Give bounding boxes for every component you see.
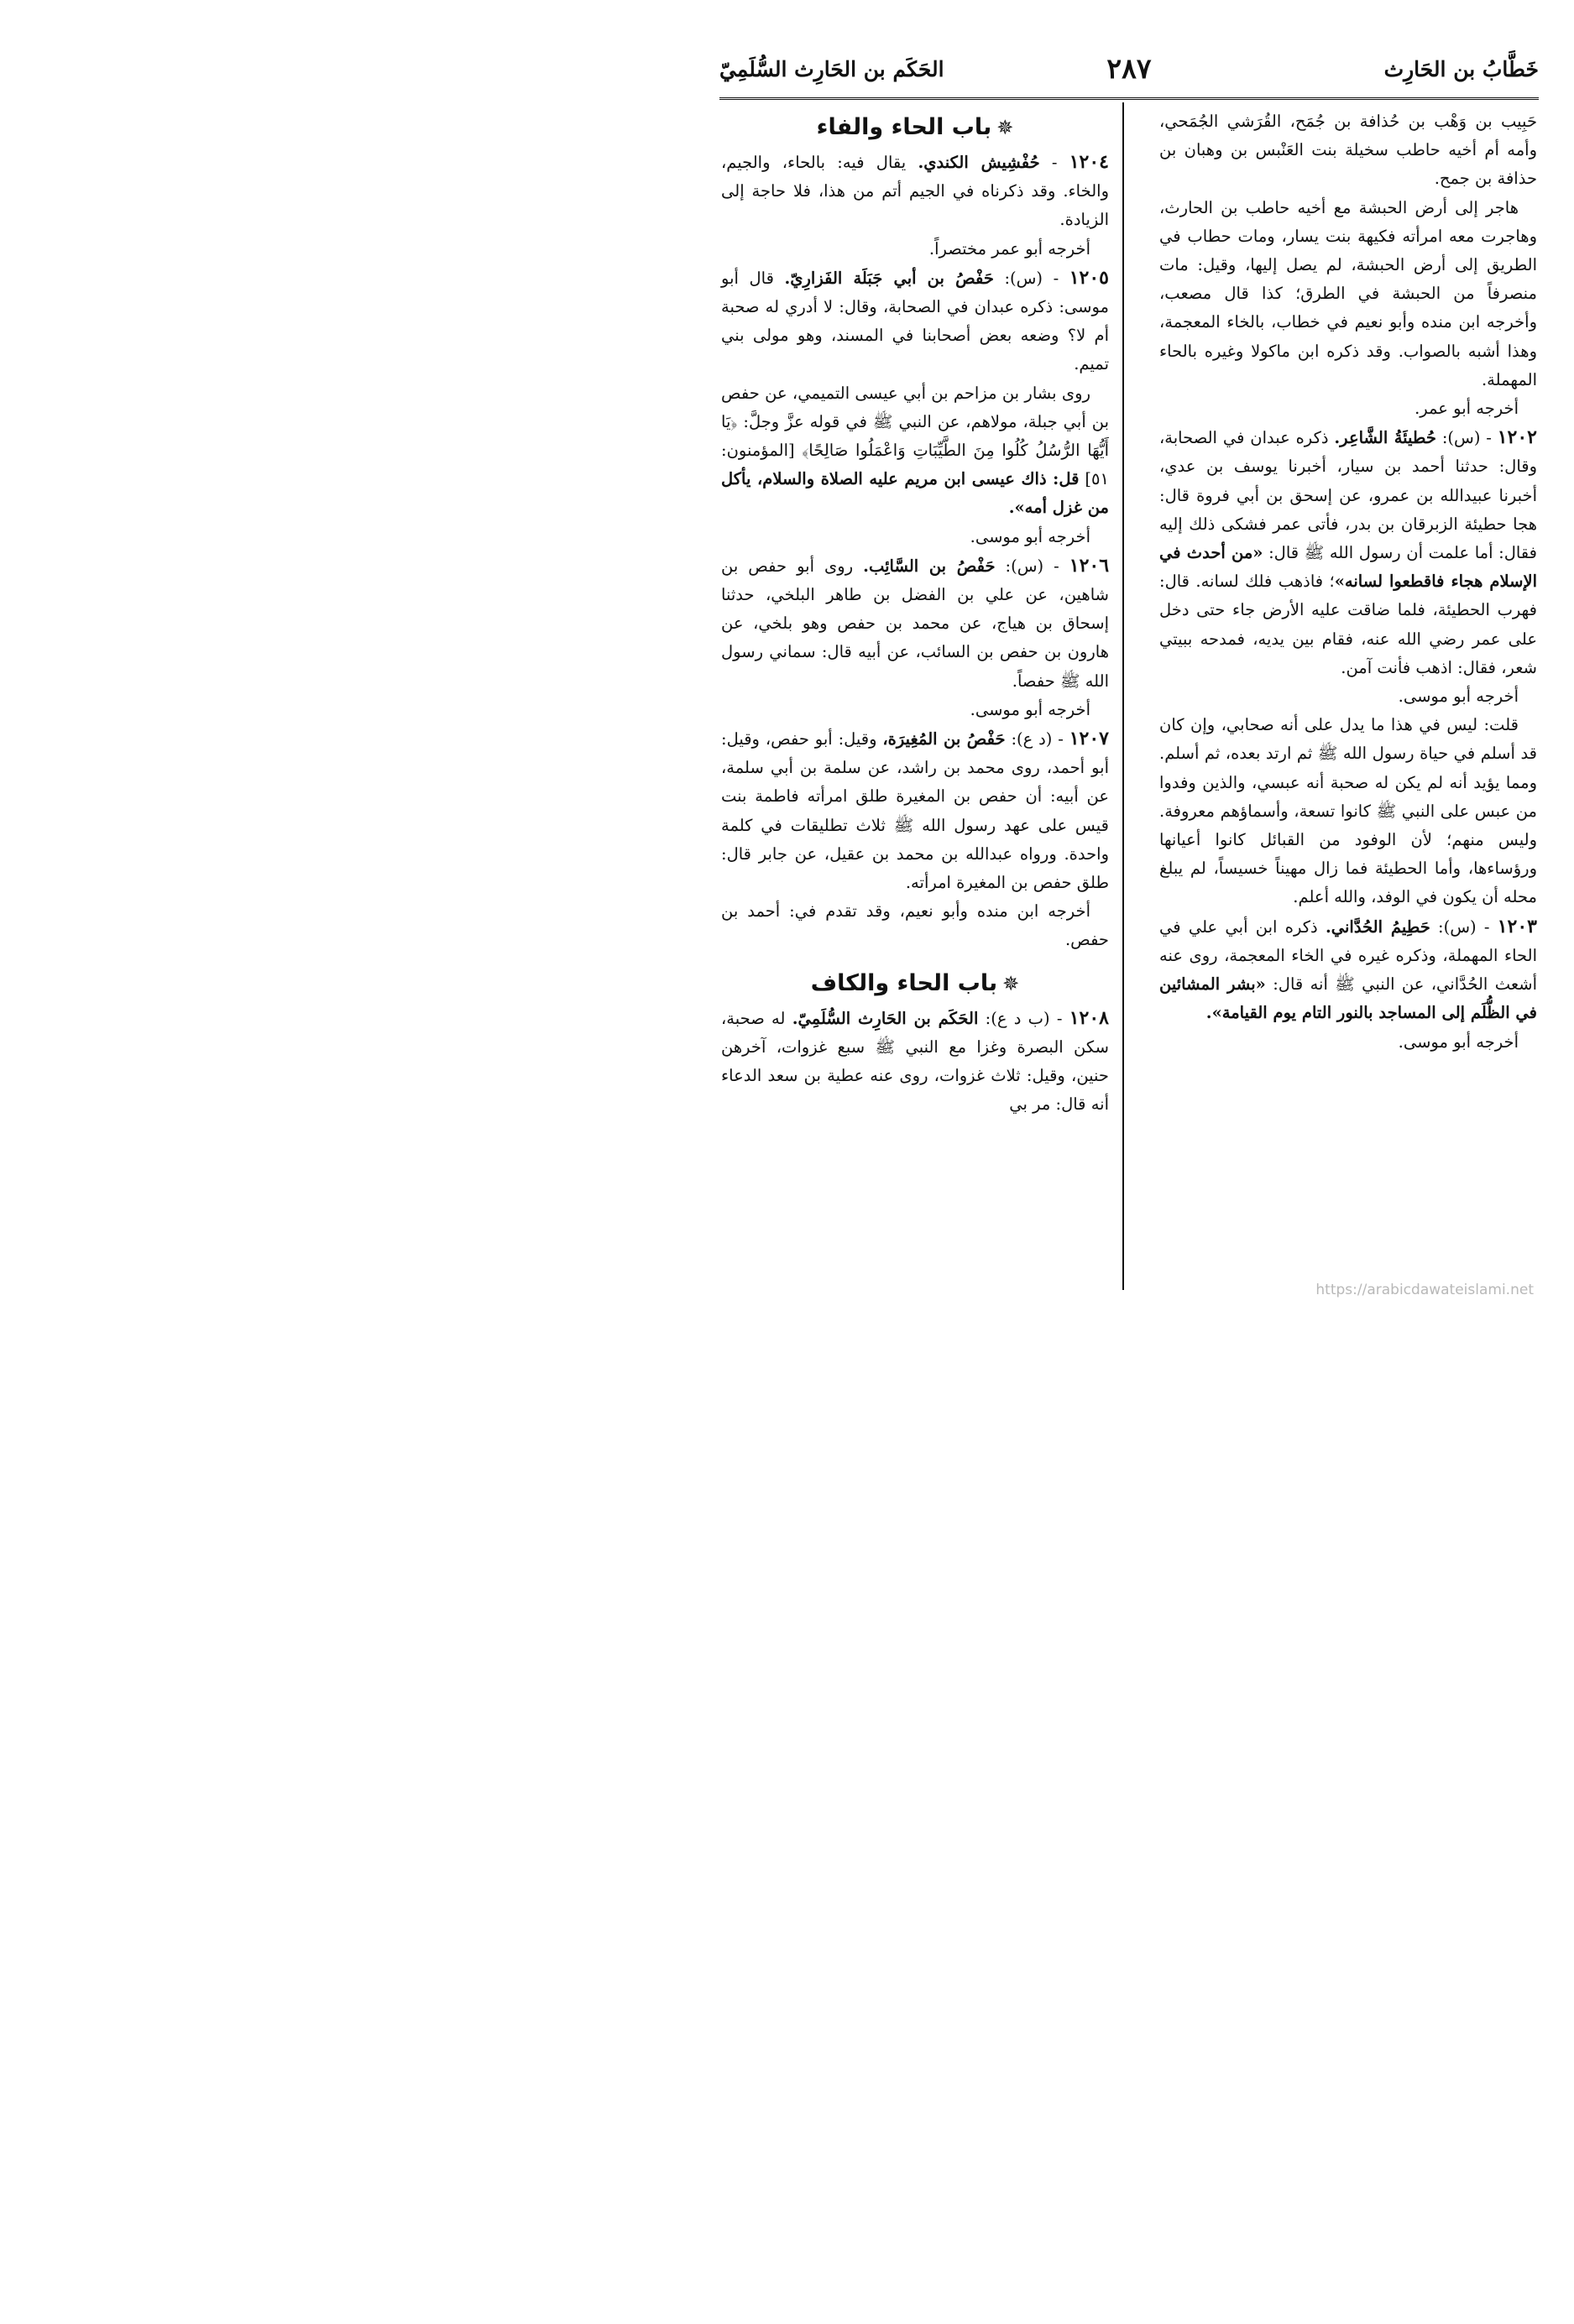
- header-rule: [719, 97, 1539, 100]
- entry-text: يقال فيه: بالحاء، والجيم، والخاء. وقد ذكرناه في الجيم أتم من هذا، فلا حاجة إلى الزيادة.: [721, 153, 1109, 230]
- entry-1206: [721, 551, 1109, 696]
- entry-number: ١٢٠٨: [1069, 1006, 1109, 1029]
- page-header: [719, 54, 1539, 92]
- entry-code: - (د ع):: [1005, 729, 1069, 749]
- hadith-text: «بشر المشائين في الظُّلَم إلى المساجد بالنور التام يوم القيامة».: [1159, 974, 1537, 1023]
- section-heading: ✵باب الحاء والكاف: [810, 969, 1020, 996]
- source-note: أخرجه أبو موسى.: [1398, 1031, 1519, 1052]
- entry-continuation: حَبِيب بن وَهْب بن حُذافة بن جُمَح، القُرَشي الجُمَحي، وأمه أم أخيه حاطب سخيلة بنت العَنْبس بن وهبان بن حذافة بن جمح.: [1159, 112, 1537, 189]
- hadith-text: قل: ذاك عيسى ابن مريم عليه الصلاة والسلام، يأكل من غزل أمه».: [721, 469, 1109, 518]
- paragraph: قلت: ليس في هذا ما يدل على أنه صحابي، وإن كان قد أسلم في حياة رسول الله ﷺ ثم ارتد بعده، ثم أسلم. ومما يؤيد أنه لم يكن له صحبة أنه عبسي، والذين وفدوا من عبس على النبي ﷺ كانوا تسعة، وأسماؤهم معروفة. وليس منهم؛ لأن الوفود من القبائل كانوا أعيانها ورؤساءها، وأما الحطيئة فما زال مهيناً خسيساً، لم يبلغ محله أن يكون في الوفد، والله أعلم.: [1159, 715, 1537, 907]
- running-title-left: الحَكَم بن الحَارِث السُّلَمِيّ: [719, 57, 944, 81]
- entry-number: ١٢٠٥: [1069, 266, 1109, 289]
- entry-1202: [1159, 423, 1537, 682]
- entry-number: ١٢٠٧: [1069, 728, 1109, 750]
- entry-text: ؛ فاذهب فلك لسانه. قال: فهرب الحطيئة، فلما ضاقت عليه الأرض جاء حتى دخل على عمر رضي الله عنه، فقام بين يديه، فمدحه ببيتي شعر، فقال: اذهب فأنت آمن.: [1159, 572, 1537, 677]
- left-column: [721, 107, 1109, 1120]
- section-heading: ✵باب الحاء والفاء: [816, 114, 1014, 140]
- entry-name: حَطِيمُ الحُدَّاني.: [1325, 917, 1430, 937]
- entry-text: ذكره ابن أبي علي في الحاء المهملة، وذكره غيره في الخاء المعجمة، روى عنه أشعث الحُدَّاني، عن النبي ﷺ أنه قال:: [1159, 917, 1537, 995]
- entry-code: -: [1039, 153, 1069, 172]
- entry-name: حُطيئَةُ الشَّاعِر.: [1334, 428, 1436, 448]
- entry-number: ١٢٠٦: [1069, 554, 1110, 577]
- column-divider: [1122, 102, 1124, 1290]
- entry-text: ذكره عبدان في الصحابة، وقال: حدثنا أحمد بن سيار، أخبرنا يوسف بن عدي، أخبرنا عبيدالله بن عمرو، عن إسحق بن أبي فروة قال: هجا حطيئة الزبرقان بن بدر، فأتى عمر فشكى ذلك إليه فقال: أما علمت أن رسول الله ﷺ قال:: [1159, 428, 1537, 563]
- source-note: أخرجه ابن منده وأبو نعيم، وقد تقدم في: أحمد بن حفص.: [721, 901, 1109, 950]
- paragraph: [721, 379, 1109, 523]
- entry-text: قال أبو موسى: ذكره عبدان في الصحابة، وقال: لا أدري له صحبة أم لا؟ وضعه بعض أصحابنا في المسند، وهو مولى بني تميم.: [721, 268, 1109, 374]
- running-title-right: خَطَّابُ بن الحَارِث: [1383, 57, 1539, 81]
- paragraph: هاجر إلى أرض الحبشة مع أخيه حاطب بن الحارث، وهاجرت معه امرأته فكيهة بنت يسار، ومات حطاب في الطريق إلى أرض الحبشة، لم يصل إليها، وقيل: مات منصرفاً من الحبشة في الطرق؛ كذا قال مصعب، وأخرجه ابن منده وأبو نعيم في خطاب، بالخاء المعجمة، وهذا أشبه بالصواب. وقد ذكره ابن ماكولا وغيره بالحاء المهملة.: [1159, 197, 1537, 389]
- eight-pointed-star-icon: ✵: [1002, 971, 1020, 995]
- entry-name: حَفْصُ بن السَّائِب.: [863, 556, 996, 576]
- entry-name: حَفْصُ بن المُغِيرَة،: [882, 729, 1006, 749]
- entry-text: روى بشار بن مزاحم بن أبي عيسى التميمي، عن حفص بن أبي جبلة، مولاهم، عن النبي ﷺ في قوله عزَّ وجلَّ: ﴿يَا أَيُّهَا الرُّسُلُ كُلُوا مِنَ الطَّيِّبَاتِ وَاعْمَلُوا صَالِحًا﴾ [المؤمنون: ٥١]: [721, 383, 1109, 489]
- entry-1207: [721, 724, 1109, 897]
- entry-text: روى أبو حفص بن شاهين، عن علي بن الفضل بن طاهر البلخي، حدثنا إسحاق بن هياج، عن محمد بن حفص وهو بلخي، عن هارون بن حفص بن السائب، عن أبيه قال: سماني رسول الله ﷺ حفصاً.: [721, 556, 1109, 691]
- source-note: أخرجه أبو موسى.: [970, 699, 1090, 719]
- entry-text: وقيل: أبو حفص، وقيل: أبو أحمد، روى محمد بن راشد، عن سلمة بن أبي سلمة، عن أبيه: أن حفص بن المغيرة طلق امرأته فاطمة بنت قيس على عهد رسول الله ﷺ ثلاث تطليقات في كلمة واحدة. ورواه عبدالله بن محمد بن عقيل، عن جابر قال: طلق حفص بن المغيرة امرأته.: [721, 729, 1109, 893]
- entry-number: ١٢٠٢: [1497, 426, 1537, 449]
- entry-1208: [721, 1004, 1109, 1120]
- entry-code: - (ب د ع):: [978, 1008, 1069, 1028]
- entry-code: - (س):: [1436, 428, 1498, 448]
- entry-code: - (س):: [995, 556, 1069, 576]
- source-note: أخرجه أبو موسى.: [1398, 687, 1519, 707]
- entry-number: ١٢٠٤: [1069, 151, 1109, 173]
- entry-1203: [1159, 912, 1537, 1028]
- eight-pointed-star-icon: ✵: [996, 116, 1014, 139]
- entry-1204: [721, 148, 1109, 235]
- entry-number: ١٢٠٣: [1497, 915, 1537, 937]
- entry-text: له صحبة، سكن البصرة وغزا مع النبي ﷺ سبع غزوات، آخرهن حنين، وقيل: ثلاث غزوات، روى عنه عطية بن سعد الدعاء أنه قال: مر بي: [721, 1008, 1109, 1115]
- source-note: أخرجه أبو عمر مختصراً.: [928, 238, 1090, 259]
- hadith-text: «من أحدث في الإسلام هجاء فاقطعوا لسانه»: [1159, 543, 1537, 592]
- source-note: أخرجه أبو موسى.: [970, 526, 1090, 546]
- right-column: [1159, 107, 1537, 1057]
- watermark-url: https://arabicdawateislami.net: [1315, 1282, 1534, 1298]
- entry-code: - (س):: [1430, 917, 1498, 937]
- entry-name: حُفْشِيش الكندي.: [918, 153, 1040, 172]
- source-note: أخرجه أبو عمر.: [1415, 399, 1519, 419]
- entry-name: حَفْصُ بن أبي جَبَلَة الفَزارِيّ.: [784, 268, 994, 288]
- entry-name: الحَكَم بن الحَارِث السُّلَمِيّ.: [792, 1008, 979, 1028]
- entry-code: - (س):: [993, 268, 1069, 288]
- page-number: ٢٨٧: [1106, 52, 1152, 85]
- entry-1205: [721, 264, 1109, 379]
